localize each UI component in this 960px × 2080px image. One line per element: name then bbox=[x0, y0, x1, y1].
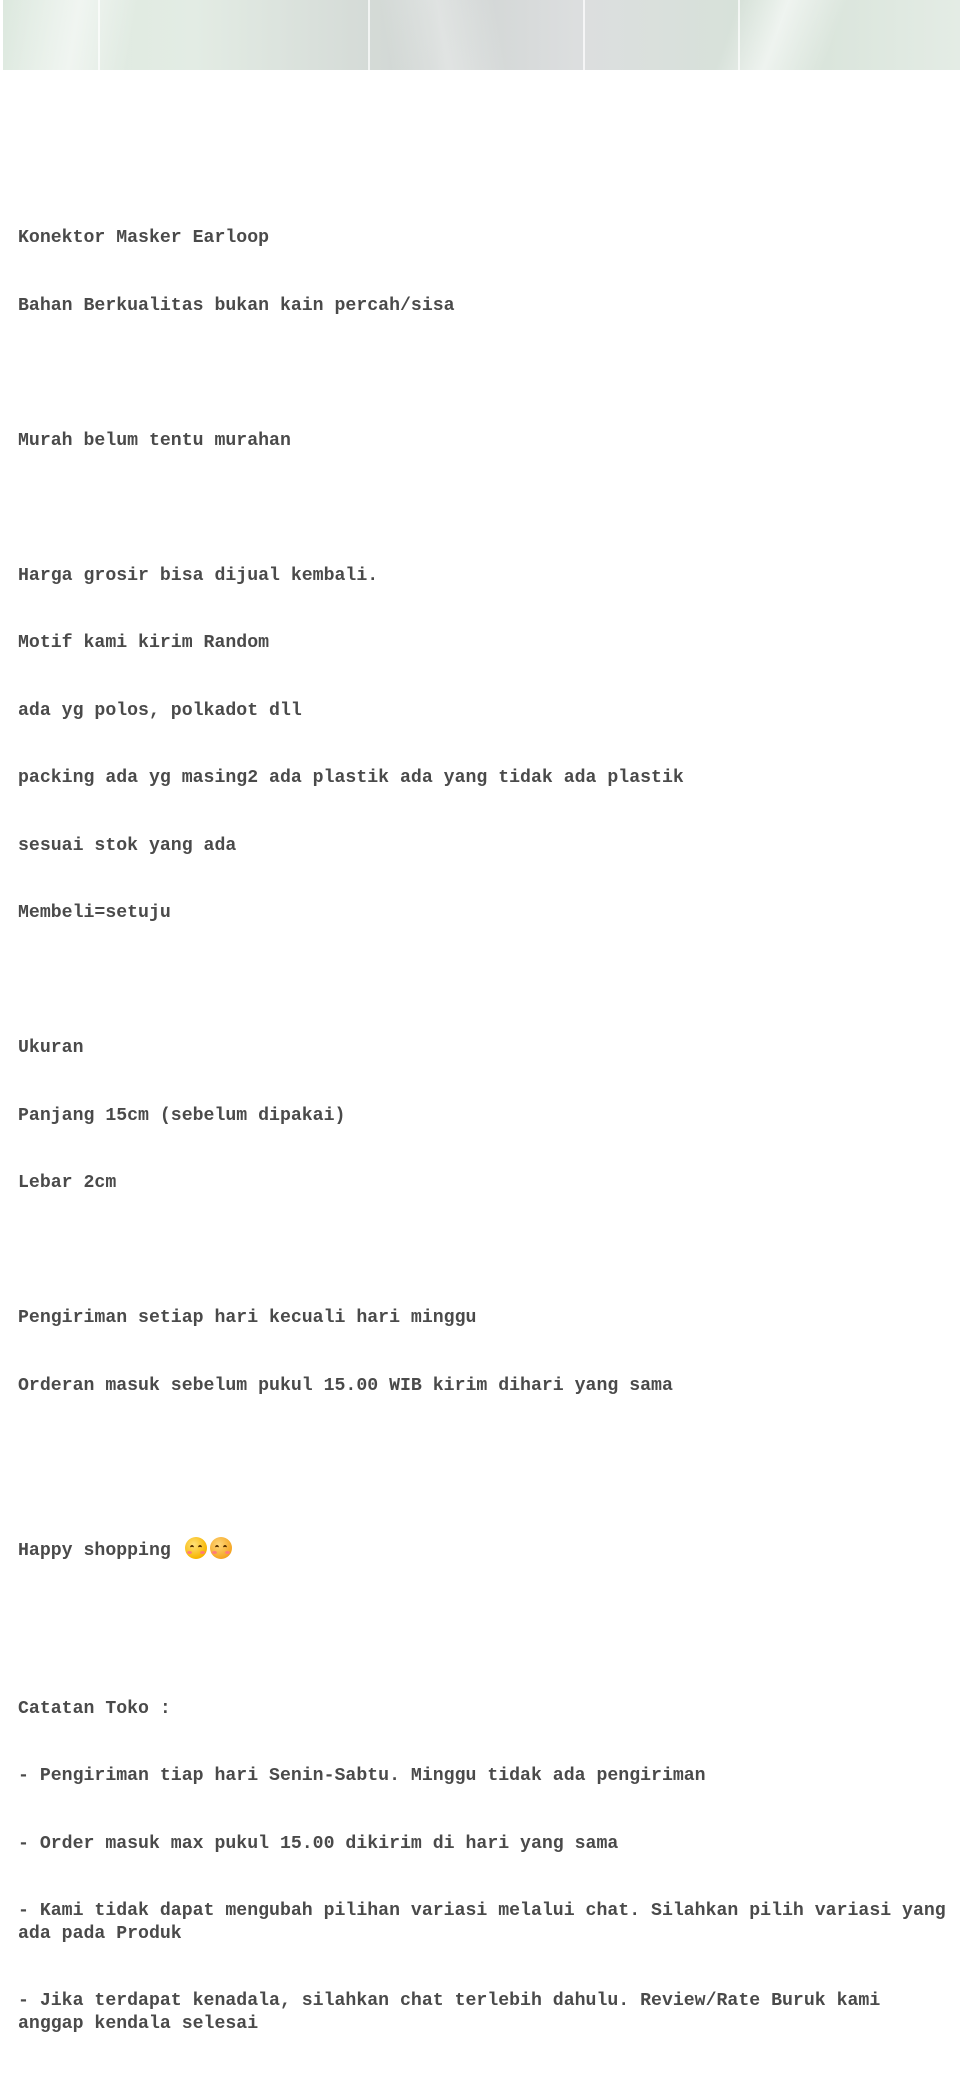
hugging-face-emoji-icon bbox=[185, 1537, 207, 1559]
notes-line bbox=[18, 1630, 948, 1653]
description-line bbox=[18, 497, 948, 520]
description-line: Lebar 2cm bbox=[18, 1173, 117, 1193]
happy-shopping-line bbox=[18, 1537, 948, 1563]
description-line bbox=[18, 970, 948, 993]
happy-shopping-text: Happy shopping bbox=[18, 1541, 182, 1561]
description-line: Panjang 15cm (sebelum dipakai) bbox=[18, 1105, 346, 1126]
plastic-fold bbox=[583, 0, 585, 70]
smiling-face-with-hearts-emoji-icon bbox=[210, 1537, 232, 1559]
description-line: packing ada yg masing2 ada plastik ada yang tidak ada plastik bbox=[18, 768, 684, 788]
description-line: Bahan Berkualitas bukan kain percah/sisa bbox=[18, 295, 455, 316]
plastic-fold bbox=[98, 0, 100, 70]
notes-line: - Jika terdapat kenadala, silahkan chat terlebih dahulu. Review/Rate Buruk kami anggap kendala selesai bbox=[18, 1991, 892, 2034]
product-image bbox=[3, 0, 960, 70]
description-line: Murah belum tentu murahan bbox=[18, 430, 291, 451]
description-line: Orderan masuk sebelum pukul 15.00 WIB kirim dihari yang sama bbox=[18, 1375, 673, 1396]
plastic-fold bbox=[738, 0, 740, 70]
description-line: sesuai stok yang ada bbox=[18, 835, 237, 856]
description-line bbox=[18, 362, 948, 385]
description-line: Ukuran bbox=[18, 1038, 84, 1058]
notes-line: - Order masuk max pukul 15.00 dikirim di hari yang sama bbox=[18, 1833, 619, 1854]
notes-line: - Pengiriman tiap hari Senin-Sabtu. Minggu tidak ada pengiriman bbox=[18, 1766, 706, 1786]
notes-title: Catatan Toko : bbox=[18, 1698, 171, 1719]
description-line: ada yg polos, polkadot dll bbox=[18, 700, 302, 721]
product-description bbox=[18, 182, 957, 2080]
description-line bbox=[18, 1442, 948, 1465]
description-line: Pengiriman setiap hari kecuali hari minggu bbox=[18, 1308, 477, 1328]
description-line bbox=[18, 1240, 948, 1263]
plastic-fold bbox=[368, 0, 370, 70]
description-line: Harga grosir bisa dijual kembali. bbox=[18, 565, 379, 586]
notes-line: - Kami tidak dapat mengubah pilihan variasi melalui chat. Silahkan pilih variasi yang ada pada Produk bbox=[18, 1901, 957, 1944]
description-line: Motif kami kirim Random bbox=[18, 633, 270, 653]
plastic-sheen bbox=[3, 0, 960, 70]
description-line: Konektor Masker Earloop bbox=[18, 228, 270, 248]
description-line: Membeli=setuju bbox=[18, 903, 171, 923]
